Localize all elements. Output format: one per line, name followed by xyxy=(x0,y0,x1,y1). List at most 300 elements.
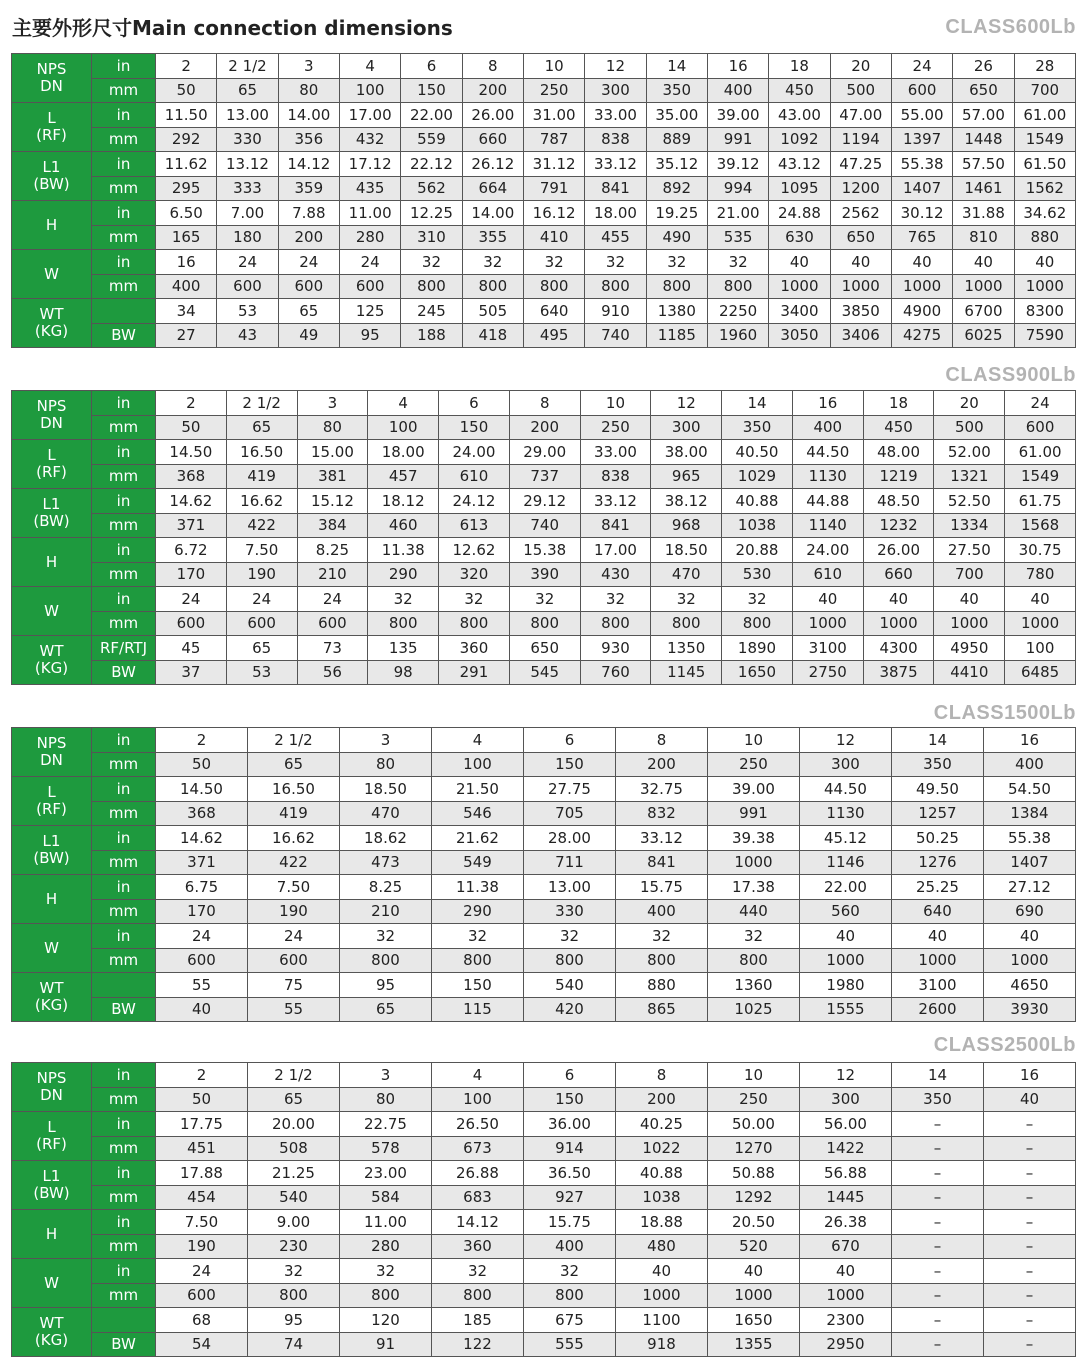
table-cell: 300 xyxy=(800,752,892,777)
table-cell: 32 xyxy=(722,587,793,612)
table-cell: 100 xyxy=(432,1087,524,1112)
table-cell: 610 xyxy=(792,562,863,587)
table-cell: 40 xyxy=(708,1259,800,1284)
table-cell: 150 xyxy=(432,973,524,998)
table-cell: 57.00 xyxy=(953,103,1014,128)
table-cell: 800 xyxy=(462,274,523,299)
table-cell: 170 xyxy=(156,562,227,587)
table-row xyxy=(12,250,1076,275)
table-cell: 600 xyxy=(248,948,340,973)
table-cell: 74 xyxy=(248,1332,340,1357)
table-cell: 200 xyxy=(616,752,708,777)
table-cell: 356 xyxy=(278,127,339,152)
table-cell: 100 xyxy=(432,752,524,777)
table-cell: 600 xyxy=(891,78,952,103)
table-cell: 1022 xyxy=(616,1136,708,1161)
unit-cell: in xyxy=(92,1112,156,1137)
dimension-table-1500 xyxy=(11,727,1076,1022)
row-label: W xyxy=(12,924,92,973)
table-cell: 291 xyxy=(439,660,510,685)
table-cell: 991 xyxy=(707,127,768,152)
table-cell: 53 xyxy=(217,299,278,324)
table-cell: 800 xyxy=(651,611,722,636)
table-row xyxy=(12,323,1076,348)
table-cell: 490 xyxy=(646,225,707,250)
table-cell: 10 xyxy=(523,54,584,79)
table-row xyxy=(12,152,1076,177)
table-cell: – xyxy=(984,1112,1076,1137)
table-cell: 1000 xyxy=(1005,611,1076,636)
unit-cell: in xyxy=(92,440,156,465)
table-cell: 350 xyxy=(892,752,984,777)
table-cell: 8300 xyxy=(1014,299,1075,324)
table-cell: 600 xyxy=(156,948,248,973)
table-cell: 91 xyxy=(340,1332,432,1357)
table-cell: 675 xyxy=(524,1308,616,1333)
table-cell: 310 xyxy=(401,225,462,250)
table-cell: 135 xyxy=(368,636,439,661)
table-cell: 16 xyxy=(707,54,768,79)
table-cell: 185 xyxy=(432,1308,524,1333)
table-cell: 33.12 xyxy=(585,152,646,177)
table-cell: 800 xyxy=(646,274,707,299)
table-cell: 320 xyxy=(439,562,510,587)
table-cell: 7.50 xyxy=(156,1210,248,1235)
table-cell: 700 xyxy=(934,562,1005,587)
table-cell: 14.12 xyxy=(278,152,339,177)
table-cell: 32 xyxy=(432,1259,524,1284)
table-cell: 14.50 xyxy=(156,777,248,802)
table-cell: 584 xyxy=(340,1185,432,1210)
table-cell: 787 xyxy=(523,127,584,152)
table-cell: 3 xyxy=(340,728,432,753)
unit-cell: in xyxy=(92,1063,156,1088)
table-cell: 40 xyxy=(800,924,892,949)
row-label: H xyxy=(12,1210,92,1259)
table-cell: 540 xyxy=(524,973,616,998)
table-cell: 39.00 xyxy=(708,777,800,802)
table-cell: 53 xyxy=(226,660,297,685)
table-cell: 11.00 xyxy=(340,1210,432,1235)
table-cell: 2 xyxy=(156,728,248,753)
table-cell: 1130 xyxy=(792,464,863,489)
unit-cell: mm xyxy=(92,513,156,538)
table-cell: 24 xyxy=(156,587,227,612)
table-cell: 44.88 xyxy=(792,489,863,514)
table-cell: 3406 xyxy=(830,323,891,348)
table-cell: 295 xyxy=(156,176,217,201)
table-cell: 61.75 xyxy=(1005,489,1076,514)
table-cell: 965 xyxy=(651,464,722,489)
table-cell: 400 xyxy=(792,415,863,440)
table-cell: 115 xyxy=(432,997,524,1022)
unit-cell xyxy=(92,1308,156,1333)
page-title: 主要外形尺寸Main connection dimensions xyxy=(12,16,453,40)
table-cell: 39.38 xyxy=(708,826,800,851)
table-cell: 4275 xyxy=(891,323,952,348)
table-cell: 3875 xyxy=(863,660,934,685)
table-cell: 24.00 xyxy=(439,440,510,465)
table-cell: 600 xyxy=(217,274,278,299)
unit-cell: in xyxy=(92,826,156,851)
table-row xyxy=(12,587,1076,612)
table-cell: 8 xyxy=(616,1063,708,1088)
table-cell: 188 xyxy=(401,323,462,348)
table-cell: 14.00 xyxy=(462,201,523,226)
row-label: NPS DN xyxy=(12,391,92,440)
table-cell: 359 xyxy=(278,176,339,201)
table-cell: 13.00 xyxy=(217,103,278,128)
table-cell: 800 xyxy=(432,948,524,973)
table-cell: 250 xyxy=(523,78,584,103)
table-cell: 800 xyxy=(616,948,708,973)
table-cell: 55.00 xyxy=(891,103,952,128)
table-cell: 6700 xyxy=(953,299,1014,324)
table-cell: 190 xyxy=(156,1234,248,1259)
table-cell: 600 xyxy=(339,274,400,299)
table-cell: 400 xyxy=(524,1234,616,1259)
table-cell: 1000 xyxy=(953,274,1014,299)
table-cell: 613 xyxy=(439,513,510,538)
dimension-table-900 xyxy=(11,390,1076,685)
table-cell: 600 xyxy=(297,611,368,636)
table-cell: 1194 xyxy=(830,127,891,152)
table-cell: 11.38 xyxy=(368,538,439,563)
table-cell: 12 xyxy=(800,1063,892,1088)
table-cell: – xyxy=(892,1136,984,1161)
table-cell: – xyxy=(892,1283,984,1308)
table-cell: 20.88 xyxy=(722,538,793,563)
table-cell: 530 xyxy=(722,562,793,587)
table-cell: 10 xyxy=(580,391,651,416)
table-cell: 21.25 xyxy=(248,1161,340,1186)
row-label: L1 (BW) xyxy=(12,152,92,201)
table-cell: 150 xyxy=(524,752,616,777)
table-cell: 100 xyxy=(368,415,439,440)
table-cell: 1334 xyxy=(934,513,1005,538)
table-cell: 1000 xyxy=(800,948,892,973)
table-cell: 800 xyxy=(432,1283,524,1308)
unit-cell: mm xyxy=(92,274,156,299)
table-cell: 1100 xyxy=(616,1308,708,1333)
table-cell: 24 xyxy=(248,924,340,949)
table-cell: 810 xyxy=(953,225,1014,250)
table-cell: 1650 xyxy=(722,660,793,685)
table-cell: – xyxy=(892,1308,984,1333)
table-cell: 61.50 xyxy=(1014,152,1075,177)
table-cell: 454 xyxy=(156,1185,248,1210)
table-cell: 24.88 xyxy=(769,201,830,226)
table-cell: 100 xyxy=(1005,636,1076,661)
unit-cell: in xyxy=(92,728,156,753)
table-cell: 1185 xyxy=(646,323,707,348)
table-cell: 800 xyxy=(340,948,432,973)
table-cell: 31.88 xyxy=(953,201,1014,226)
table-row xyxy=(12,1210,1076,1235)
table-cell: 1145 xyxy=(651,660,722,685)
table-cell: 17.00 xyxy=(339,103,400,128)
table-cell: 390 xyxy=(509,562,580,587)
table-cell: 4 xyxy=(339,54,400,79)
table-cell: 705 xyxy=(524,801,616,826)
unit-cell: in xyxy=(92,777,156,802)
table-cell: 30.75 xyxy=(1005,538,1076,563)
row-label: L1 (BW) xyxy=(12,1161,92,1210)
table-cell: 45.12 xyxy=(800,826,892,851)
table-cell: 535 xyxy=(707,225,768,250)
table-cell: 15.12 xyxy=(297,489,368,514)
unit-cell: in xyxy=(92,489,156,514)
table-cell: 737 xyxy=(509,464,580,489)
table-cell: – xyxy=(984,1283,1076,1308)
table-cell: 200 xyxy=(278,225,339,250)
table-cell: 150 xyxy=(524,1087,616,1112)
table-cell: 280 xyxy=(339,225,400,250)
table-cell: 600 xyxy=(156,611,227,636)
table-cell: 520 xyxy=(708,1234,800,1259)
unit-cell: mm xyxy=(92,1234,156,1259)
table-cell: 28 xyxy=(1014,54,1075,79)
unit-cell: in xyxy=(92,1259,156,1284)
table-cell: 80 xyxy=(297,415,368,440)
table-cell: 562 xyxy=(401,176,462,201)
table-cell: 68 xyxy=(156,1308,248,1333)
table-cell: 8.25 xyxy=(297,538,368,563)
table-cell: 664 xyxy=(462,176,523,201)
table-cell: 39.12 xyxy=(707,152,768,177)
table-cell: 968 xyxy=(651,513,722,538)
table-cell: 841 xyxy=(585,176,646,201)
table-row xyxy=(12,611,1076,636)
table-cell: 4900 xyxy=(891,299,952,324)
table-cell: 56.00 xyxy=(800,1112,892,1137)
table-cell: 39.00 xyxy=(707,103,768,128)
table-cell: 3100 xyxy=(792,636,863,661)
table-cell: 40 xyxy=(792,587,863,612)
table-cell: 40 xyxy=(934,587,1005,612)
table-cell: 32 xyxy=(707,250,768,275)
table-cell: 832 xyxy=(616,801,708,826)
table-cell: 35.12 xyxy=(646,152,707,177)
table-cell: 368 xyxy=(156,801,248,826)
table-cell: 61.00 xyxy=(1005,440,1076,465)
class-label-1500: CLASS1500Lb xyxy=(933,702,1076,724)
row-label: L (RF) xyxy=(12,440,92,489)
table-cell: 660 xyxy=(462,127,523,152)
table-cell: 50 xyxy=(156,415,227,440)
table-cell: 1650 xyxy=(708,1308,800,1333)
table-row xyxy=(12,562,1076,587)
table-cell: 1407 xyxy=(891,176,952,201)
table-cell: 1000 xyxy=(708,1283,800,1308)
table-cell: 371 xyxy=(156,513,227,538)
table-cell: 20.50 xyxy=(708,1210,800,1235)
table-cell: 15.00 xyxy=(297,440,368,465)
dimension-table-grid xyxy=(11,53,1076,348)
table-cell: 57.50 xyxy=(953,152,1014,177)
table-cell: 1000 xyxy=(892,948,984,973)
table-cell: 435 xyxy=(339,176,400,201)
table-cell: 13.12 xyxy=(217,152,278,177)
table-cell: 24 xyxy=(891,54,952,79)
table-cell: 17.88 xyxy=(156,1161,248,1186)
table-cell: 11.38 xyxy=(432,875,524,900)
table-cell: 49 xyxy=(278,323,339,348)
table-cell: 841 xyxy=(580,513,651,538)
unit-cell: mm xyxy=(92,127,156,152)
table-cell: 80 xyxy=(340,752,432,777)
table-cell: 32 xyxy=(651,587,722,612)
table-cell: 40 xyxy=(953,250,1014,275)
table-cell: 1448 xyxy=(953,127,1014,152)
table-cell: 8 xyxy=(462,54,523,79)
table-cell: 740 xyxy=(509,513,580,538)
table-cell: 65 xyxy=(226,415,297,440)
table-cell: 50 xyxy=(156,752,248,777)
table-cell: 50 xyxy=(156,78,217,103)
unit-cell: BW xyxy=(92,323,156,348)
table-cell: 6.72 xyxy=(156,538,227,563)
table-cell: 29.00 xyxy=(509,440,580,465)
table-cell: 451 xyxy=(156,1136,248,1161)
table-cell: 1257 xyxy=(892,801,984,826)
table-cell: 32 xyxy=(646,250,707,275)
table-row xyxy=(12,801,1076,826)
table-cell: 1000 xyxy=(1014,274,1075,299)
table-cell: 841 xyxy=(616,850,708,875)
table-cell: 1407 xyxy=(984,850,1076,875)
table-cell: 3 xyxy=(278,54,339,79)
table-cell: 32 xyxy=(523,250,584,275)
table-cell: 508 xyxy=(248,1136,340,1161)
table-cell: 1980 xyxy=(800,973,892,998)
class-label-600: CLASS600Lb xyxy=(945,16,1076,38)
table-row xyxy=(12,538,1076,563)
table-row xyxy=(12,201,1076,226)
table-cell: 1384 xyxy=(984,801,1076,826)
table-cell: 47.25 xyxy=(830,152,891,177)
table-cell: 290 xyxy=(432,899,524,924)
row-label: L (RF) xyxy=(12,777,92,826)
table-cell: 838 xyxy=(580,464,651,489)
table-row xyxy=(12,54,1076,79)
table-cell: 14.50 xyxy=(156,440,227,465)
table-cell: 54.50 xyxy=(984,777,1076,802)
table-cell: 32 xyxy=(585,250,646,275)
table-cell: 910 xyxy=(585,299,646,324)
table-cell: 32 xyxy=(248,1259,340,1284)
table-cell: 4650 xyxy=(984,973,1076,998)
table-cell: 250 xyxy=(580,415,651,440)
table-cell: 3400 xyxy=(769,299,830,324)
table-cell: 400 xyxy=(984,752,1076,777)
table-cell: 250 xyxy=(708,752,800,777)
table-cell: 24.12 xyxy=(439,489,510,514)
table-cell: 18 xyxy=(769,54,830,79)
table-cell: 32 xyxy=(368,587,439,612)
table-cell: 14.12 xyxy=(432,1210,524,1235)
table-cell: – xyxy=(984,1136,1076,1161)
table-cell: 800 xyxy=(524,1283,616,1308)
table-cell: 55.38 xyxy=(891,152,952,177)
table-cell: 52.00 xyxy=(934,440,1005,465)
table-cell: 495 xyxy=(523,323,584,348)
table-cell: 3850 xyxy=(830,299,891,324)
table-cell: 56 xyxy=(297,660,368,685)
table-cell: 50.00 xyxy=(708,1112,800,1137)
table-cell: 2 1/2 xyxy=(217,54,278,79)
table-cell: 120 xyxy=(340,1308,432,1333)
row-label: L (RF) xyxy=(12,1112,92,1161)
table-cell: 1038 xyxy=(722,513,793,538)
table-row xyxy=(12,1185,1076,1210)
table-cell: 49.50 xyxy=(892,777,984,802)
table-cell: 410 xyxy=(523,225,584,250)
table-cell: 54 xyxy=(156,1332,248,1357)
table-row xyxy=(12,1112,1076,1137)
table-cell: 455 xyxy=(585,225,646,250)
table-row xyxy=(12,948,1076,973)
table-cell: 6485 xyxy=(1005,660,1076,685)
table-cell: 170 xyxy=(156,899,248,924)
table-cell: 32 xyxy=(580,587,651,612)
table-cell: 711 xyxy=(524,850,616,875)
table-cell: 65 xyxy=(340,997,432,1022)
table-cell: 18.50 xyxy=(340,777,432,802)
table-cell: 1890 xyxy=(722,636,793,661)
table-row xyxy=(12,415,1076,440)
table-cell: 8 xyxy=(616,728,708,753)
table-cell: 33.12 xyxy=(616,826,708,851)
table-cell: 73 xyxy=(297,636,368,661)
table-cell: 45 xyxy=(156,636,227,661)
table-cell: 32 xyxy=(401,250,462,275)
unit-cell: in xyxy=(92,1161,156,1186)
table-cell: 1422 xyxy=(800,1136,892,1161)
table-cell: 630 xyxy=(769,225,830,250)
table-cell: 32 xyxy=(462,250,523,275)
table-cell: 500 xyxy=(830,78,891,103)
table-cell: 40 xyxy=(1005,587,1076,612)
table-cell: 40 xyxy=(156,997,248,1022)
table-cell: 18.00 xyxy=(585,201,646,226)
table-cell: 280 xyxy=(340,1234,432,1259)
table-cell: 16.62 xyxy=(226,489,297,514)
table-cell: 1219 xyxy=(863,464,934,489)
table-cell: 673 xyxy=(432,1136,524,1161)
table-cell: 927 xyxy=(524,1185,616,1210)
table-cell: 16.62 xyxy=(248,826,340,851)
table-cell: 4 xyxy=(432,1063,524,1088)
table-cell: – xyxy=(984,1185,1076,1210)
table-cell: 36.00 xyxy=(524,1112,616,1137)
table-cell: 165 xyxy=(156,225,217,250)
table-cell: 29.12 xyxy=(509,489,580,514)
table-cell: 1549 xyxy=(1005,464,1076,489)
table-cell: 210 xyxy=(297,562,368,587)
row-label: H xyxy=(12,538,92,587)
table-cell: 200 xyxy=(616,1087,708,1112)
table-cell: 40.88 xyxy=(722,489,793,514)
table-cell: 18.88 xyxy=(616,1210,708,1235)
table-cell: 40.50 xyxy=(722,440,793,465)
table-cell: 1355 xyxy=(708,1332,800,1357)
table-cell: 350 xyxy=(722,415,793,440)
table-cell: 555 xyxy=(524,1332,616,1357)
table-cell: 44.50 xyxy=(792,440,863,465)
table-cell: 1000 xyxy=(800,1283,892,1308)
table-cell: 683 xyxy=(432,1185,524,1210)
